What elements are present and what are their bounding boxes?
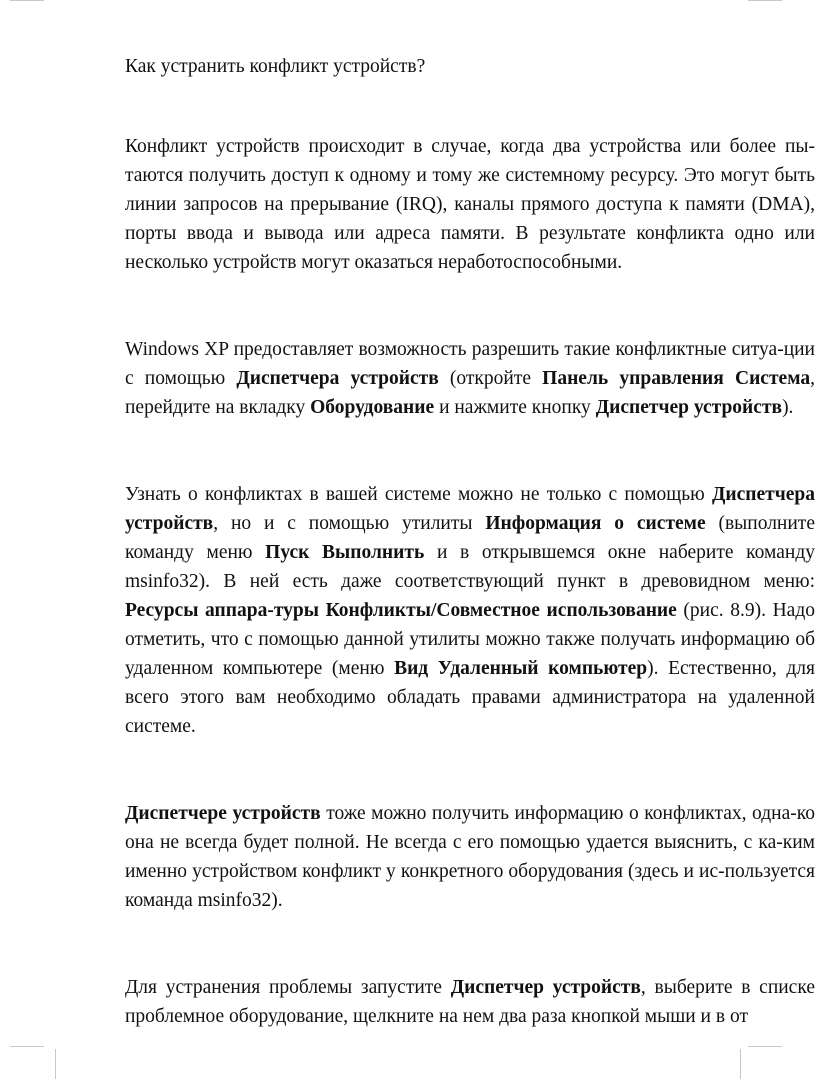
text-segment: Для устранения проблемы запустите xyxy=(125,977,451,998)
crop-mark-top-left xyxy=(10,0,44,1)
text-segment: Windows XP предоставляет возможность разрешить такие конфликтные ситуа-ции с помощью xyxy=(125,339,815,389)
bold-hardware-tab: Оборудование xyxy=(310,397,435,418)
paragraph-windows-xp xyxy=(125,335,815,422)
bold-start-run: Пуск Выполнить xyxy=(265,542,425,563)
document-body xyxy=(125,52,815,1031)
text-segment: (выполните команду меню xyxy=(125,513,815,563)
paragraph-troubleshooting xyxy=(125,973,815,1031)
bold-device-manager: Диспетчера устройств xyxy=(125,484,815,534)
paragraph-device-conflict: Конфликт устройств происходит в случае, когда два устройства или более пы-таются получить доступ к одному и тому же системному ресурсу. Это могут быть линии запросов на прерывание (IRQ), каналы прямого доступа к памяти (DMA), порты ввода и вывода или адреса памяти. В результате конфликта одно или несколько устройств могут оказаться неработоспособными. xyxy=(125,136,815,273)
bold-system-information: Информация о системе xyxy=(485,513,706,534)
text-segment: ). xyxy=(782,397,794,418)
text-segment: , но и с помощью утилиты xyxy=(213,513,486,534)
document-title: Как устранить конфликт устройств? xyxy=(125,56,426,77)
text-segment: (рис. 8.9). Надо отметить, что с помощью данной утилиты можно также получать информацию об удаленном компьютере (меню xyxy=(125,600,815,679)
text-segment: , выберите в списке проблемное оборудование, щелкните на нем два раза кнопкой мыши и в от xyxy=(125,977,815,1027)
bold-device-manager-button: Диспетчер устройств xyxy=(595,397,783,418)
text-segment: (откройте xyxy=(438,368,543,389)
text-segment: , перейдите на вкладку xyxy=(125,368,815,418)
text-segment: тоже можно получить информацию о конфликтах, одна-ко она не всегда будет полной. Не всегда с его помощью удается выяснить, с ка-ким именно устройством конфликт у конкретного оборудования (здесь и ис-пользуется команда msinfo32). xyxy=(125,803,815,911)
bold-device-manager: Диспетчера устройств xyxy=(236,368,439,389)
text-segment: и в открывшемся окне наберите команду msinfo32). В ней есть даже соответствующий пункт в древовидном меню: xyxy=(125,542,815,592)
crop-mark-bottom-right-v xyxy=(740,1049,741,1079)
bold-hardware-resources-conflicts: Ресурсы аппара-туры Конфликты/Совместное использование xyxy=(125,600,677,621)
bold-device-manager: Диспетчере устройств xyxy=(125,803,321,824)
bold-control-panel-system: Панель управления Система xyxy=(542,368,811,389)
crop-mark-bottom-right-h xyxy=(748,1046,782,1047)
bold-device-manager: Диспетчер устройств xyxy=(450,977,641,998)
bold-view-remote-computer: Вид Удаленный компьютер xyxy=(394,658,648,679)
text-segment: ). Естественно, для всего этого вам необходимо обладать правами администратора на удаленной системе. xyxy=(125,658,815,737)
crop-mark-bottom-left-h xyxy=(10,1046,44,1047)
crop-mark-top-right xyxy=(748,0,782,1)
paragraph-system-information xyxy=(125,480,815,741)
paragraph-device-manager-info xyxy=(125,799,815,915)
text-segment: и нажмите кнопку xyxy=(434,397,596,418)
crop-mark-bottom-left-v xyxy=(55,1049,56,1079)
text-segment: Узнать о конфликтах в вашей системе можно не только с помощью xyxy=(125,484,712,505)
